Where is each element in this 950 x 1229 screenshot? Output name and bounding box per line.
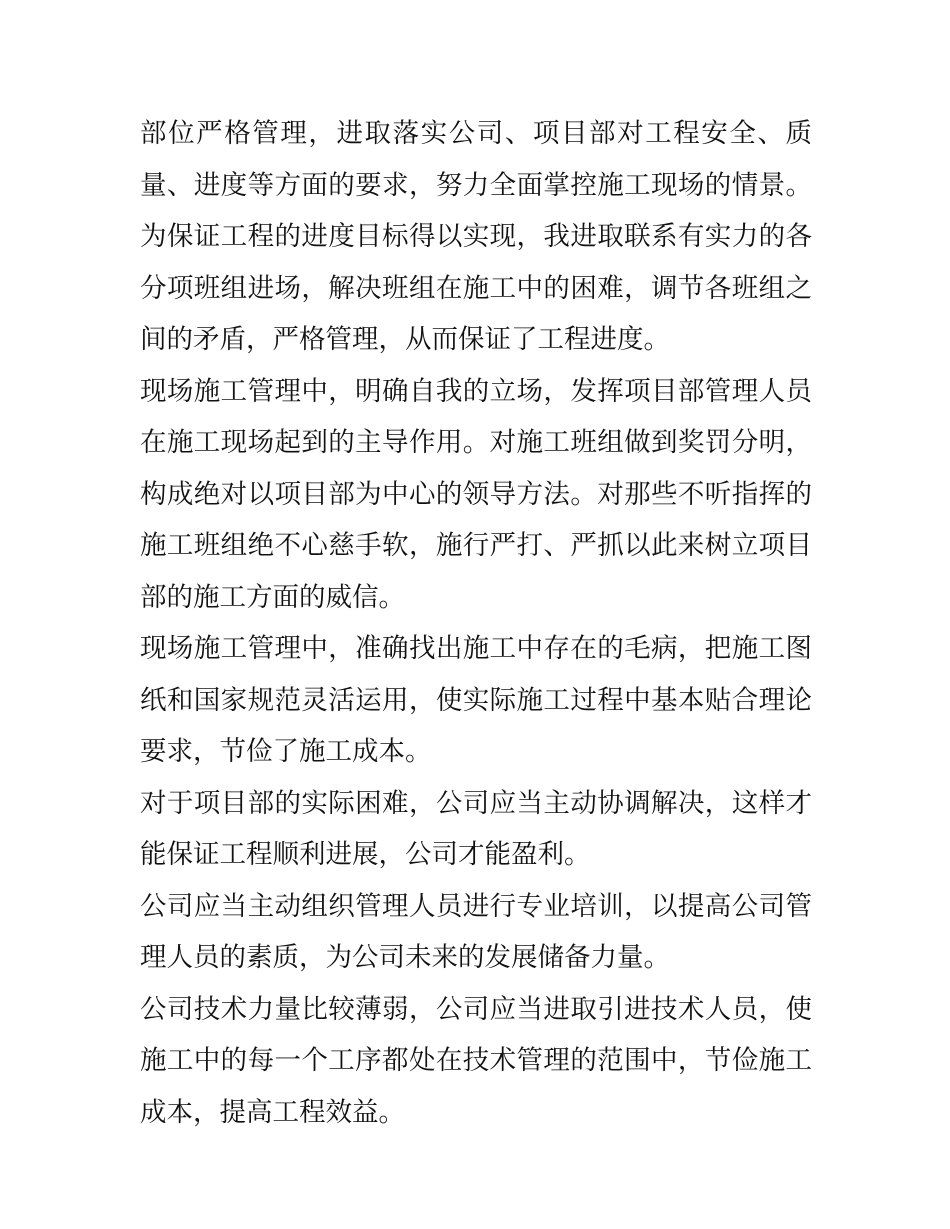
document-body	[140, 108, 812, 1138]
paragraph-1: 部位严格管理，进取落实公司、项目部对工程安全、质量、进度等方面的要求，努力全面掌控施工现场的情景。为保证工程的进度目标得以实现，我进取联系有实力的各分项班组进场，解决班组在施工中的困难，调节各班组之间的矛盾，严格管理，从而保证了工程进度。	[140, 118, 812, 355]
paragraph-2: 现场施工管理中，明确自我的立场，发挥项目部管理人员在施工现场起到的主导作用。对施工班组做到奖罚分明，构成绝对以项目部为中心的领导方法。对那些不听指挥的施工班组绝不心慈手软，施行严打、严抓以此来树立项目部的施工方面的威信。	[140, 375, 812, 613]
paragraph-4: 对于项目部的实际困难，公司应当主动协调解决，这样才能保证工程顺利进展，公司才能盈利。	[140, 787, 812, 870]
paragraph-5: 公司应当主动组织管理人员进行专业培训，以提高公司管理人员的素质，为公司未来的发展储备力量。	[140, 890, 812, 973]
paragraph-3: 现场施工管理中，准确找出施工中存在的毛病，把施工图纸和国家规范灵活运用，使实际施工过程中基本贴合理论要求，节俭了施工成本。	[140, 633, 812, 767]
paragraph-6: 公司技术力量比较薄弱，公司应当进取引进技术人员，使施工中的每一个工序都处在技术管理的范围中，节俭施工成本，提高工程效益。	[140, 993, 812, 1128]
